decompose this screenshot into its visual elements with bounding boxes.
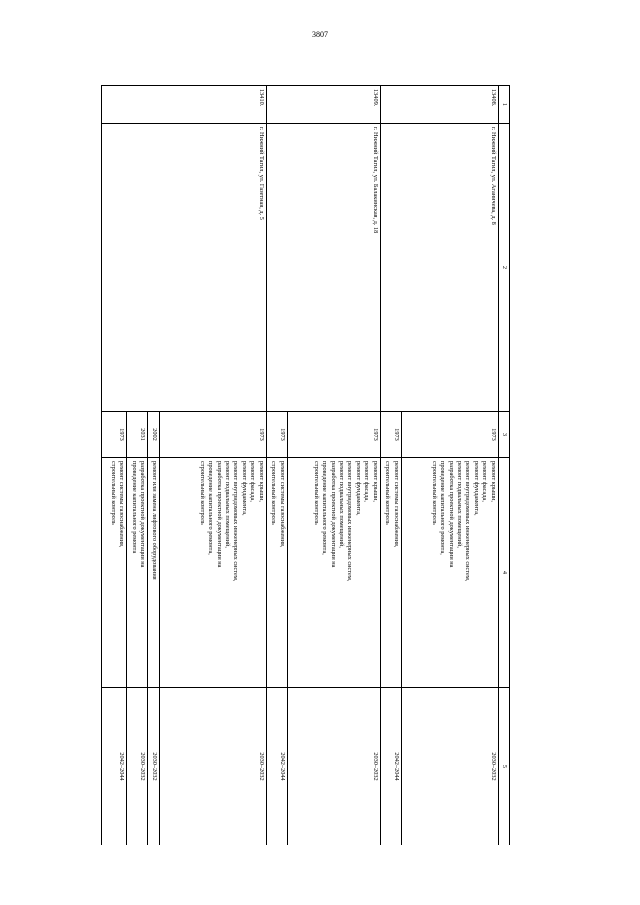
- work-item: проведение капитального ремонта,: [321, 461, 329, 555]
- work-item: разработка проектной документации на: [329, 461, 337, 568]
- work-item: ремонт фасада,: [481, 461, 489, 502]
- work-item: строительный контроль: [109, 461, 117, 525]
- entry-number: 13409.: [266, 86, 380, 124]
- entry-period: 2042–2044: [266, 688, 287, 846]
- work-item: ремонт подвальных помещений,: [337, 461, 345, 548]
- table-row: [401, 86, 498, 846]
- work-item: проведение капитального ремонта,: [439, 461, 447, 555]
- entry-year: 1973: [287, 412, 380, 458]
- work-item: ремонт фасада,: [363, 461, 371, 502]
- table-body: [102, 86, 510, 846]
- entry-works: [287, 458, 380, 688]
- entry-year: 2002: [148, 412, 159, 458]
- header-cell: 2: [498, 124, 509, 412]
- work-item: ремонт внутридомовых инженерных систем,: [346, 461, 354, 582]
- table-row: [159, 86, 266, 846]
- work-item: ремонт крыши,: [257, 461, 265, 503]
- entry-works: [380, 458, 401, 688]
- entry-period: 2030–2032: [159, 688, 266, 846]
- work-item: разработка проектной документации на: [215, 461, 223, 568]
- entry-address: г. Нижний Тагил, ул. Аганичева, д. 8: [380, 124, 498, 412]
- work-item: ремонт внутридомовых инженерных систем,: [464, 461, 472, 582]
- rotated-page-frame: [85, 85, 510, 845]
- work-item: ремонт фундамента,: [354, 461, 362, 516]
- entry-works: [266, 458, 287, 688]
- work-item: проведение капитального ремонта: [130, 461, 138, 554]
- entry-year: 1973: [159, 412, 266, 458]
- page-number: 3807: [312, 30, 328, 39]
- work-item: ремонт крыши,: [371, 461, 379, 503]
- header-row: [498, 86, 509, 846]
- entry-year: 2031: [127, 412, 148, 458]
- work-item: ремонт крыши,: [489, 461, 497, 503]
- entry-address: г. Нижний Тагил, ул. Газетная, д. 5: [102, 124, 266, 412]
- work-item: ремонт системы газоснабжения,: [118, 461, 126, 548]
- repair-schedule-table: [101, 85, 510, 845]
- entry-works: [148, 458, 159, 688]
- entry-period: 2042–2044: [380, 688, 401, 846]
- header-cell: 5: [498, 688, 509, 846]
- work-list: [383, 461, 400, 684]
- entry-period: 2030–2032: [287, 688, 380, 846]
- work-list: [269, 461, 286, 684]
- work-item: строительный контроль: [384, 461, 392, 525]
- work-item: строительный контроль: [198, 461, 206, 525]
- work-item: ремонт подвальных помещений,: [455, 461, 463, 548]
- work-item: ремонт фундамента,: [240, 461, 248, 516]
- work-list: [149, 461, 157, 684]
- header-cell: 3: [498, 412, 509, 458]
- entry-address: г. Нижний Тагил, ул. Балакинская, д. 18: [266, 124, 380, 412]
- entry-period: 2030–2032: [148, 688, 159, 846]
- work-item: строительный контроль: [430, 461, 438, 525]
- work-item: разработка проектной документации на: [447, 461, 455, 568]
- work-list: [129, 461, 146, 684]
- work-list: [311, 461, 378, 684]
- header-cell: 4: [498, 458, 509, 688]
- work-item: проведение капитального ремонта,: [207, 461, 215, 555]
- header-cell: 1: [498, 86, 509, 124]
- entry-year: 1973: [380, 412, 401, 458]
- entry-period: 2030–2032: [127, 688, 148, 846]
- work-item: ремонт фасада,: [249, 461, 257, 502]
- entry-number: 13408.: [380, 86, 498, 124]
- entry-number: 13410.: [102, 86, 266, 124]
- rotated-table-area: [85, 85, 510, 845]
- entry-year: 1973: [102, 412, 127, 458]
- entry-period: 2030–2032: [401, 688, 498, 846]
- entry-works: [102, 458, 127, 688]
- entry-year: 1973: [266, 412, 287, 458]
- work-item: строительный контроль: [270, 461, 278, 525]
- work-item: ремонт или замена лифтового оборудования: [150, 461, 158, 580]
- work-item: ремонт системы газоснабжения,: [392, 461, 400, 548]
- work-list: [197, 461, 264, 684]
- work-item: ремонт системы газоснабжения,: [278, 461, 286, 548]
- work-list: [429, 461, 496, 684]
- work-item: ремонт внутридомовых инженерных систем,: [232, 461, 240, 582]
- work-item: строительный контроль: [312, 461, 320, 525]
- entry-works: [401, 458, 498, 688]
- entry-works: [127, 458, 148, 688]
- work-item: ремонт фундамента,: [472, 461, 480, 516]
- table-row: [287, 86, 380, 846]
- entry-year: 1973: [401, 412, 498, 458]
- work-list: [108, 461, 125, 684]
- entry-works: [159, 458, 266, 688]
- work-item: разработка проектной документации на: [139, 461, 147, 568]
- entry-period: 2042–2044: [102, 688, 127, 846]
- work-item: ремонт подвальных помещений,: [223, 461, 231, 548]
